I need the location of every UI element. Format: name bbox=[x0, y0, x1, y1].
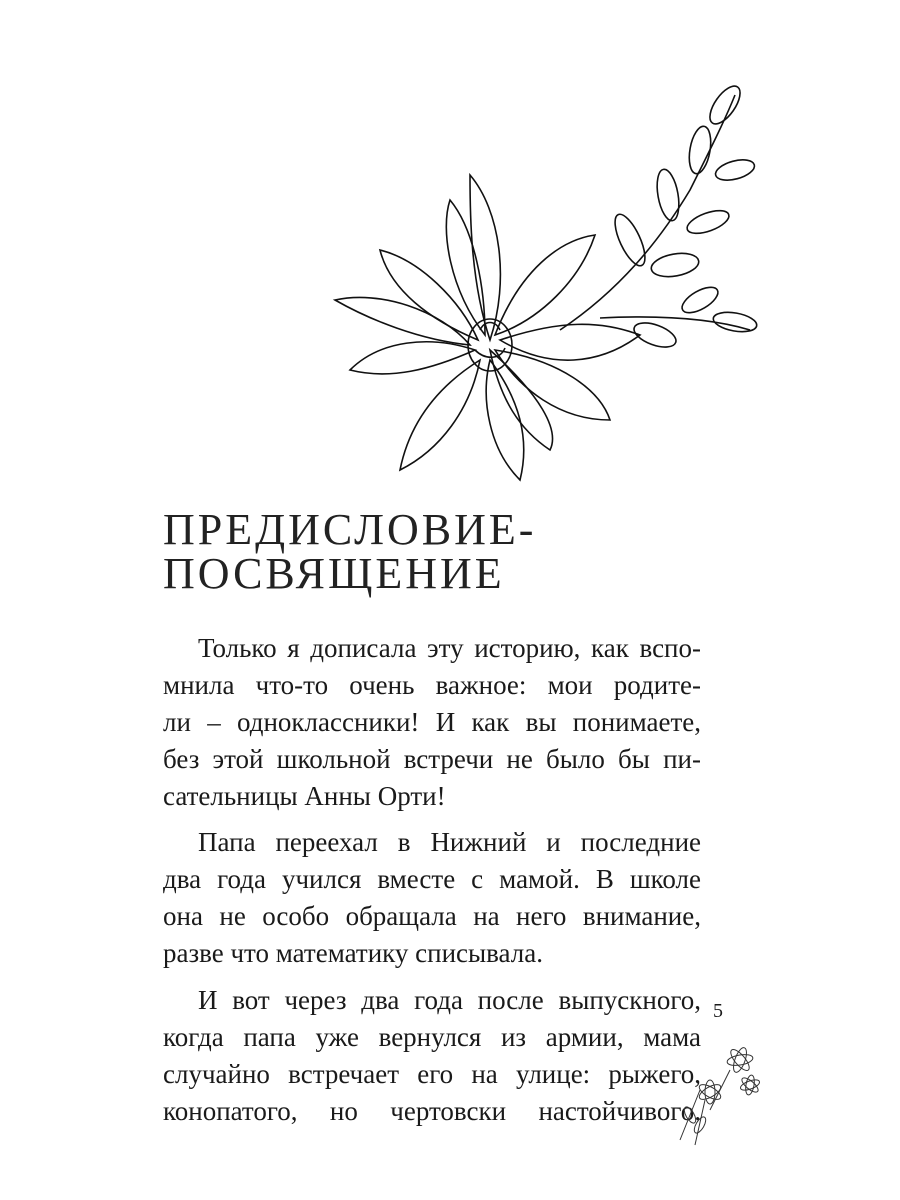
page-number: 5 bbox=[713, 1000, 723, 1022]
body-line: два года учился вместе с мамой. В школе bbox=[163, 864, 701, 894]
branch-icon bbox=[560, 81, 758, 352]
body-line: ли – одноклассники! И как вы понимаете, bbox=[163, 707, 701, 737]
heading-line-2: ПОСВЯЩЕНИЕ bbox=[163, 549, 505, 598]
body-line: конопатого, но чертовски настойчивого. bbox=[163, 1096, 701, 1126]
body-line: она не особо обращала на него внимание, bbox=[163, 901, 701, 931]
small-flower-icon bbox=[670, 1030, 780, 1150]
body-line: Только я дописала эту историю, как вспо- bbox=[198, 633, 701, 663]
body-line: без этой школьной встречи не было бы пи- bbox=[163, 744, 701, 774]
body-line: разве что математику списывала. bbox=[163, 938, 543, 968]
heading-line-1: ПРЕДИСЛОВИЕ- bbox=[163, 505, 537, 554]
body-line: И вот через два года после выпускного, bbox=[198, 985, 701, 1015]
flower-illustration bbox=[0, 0, 900, 520]
flower-icon bbox=[335, 175, 640, 480]
body-line: случайно встречает его на улице: рыжего, bbox=[163, 1059, 701, 1089]
body-line: Папа переехал в Нижний и последние bbox=[198, 827, 701, 857]
body-line: мнила что-то очень важное: мои родите- bbox=[163, 670, 701, 700]
body-line: когда папа уже вернулся из армии, мама bbox=[163, 1022, 701, 1052]
body-line: сательницы Анны Орти! bbox=[163, 781, 446, 811]
